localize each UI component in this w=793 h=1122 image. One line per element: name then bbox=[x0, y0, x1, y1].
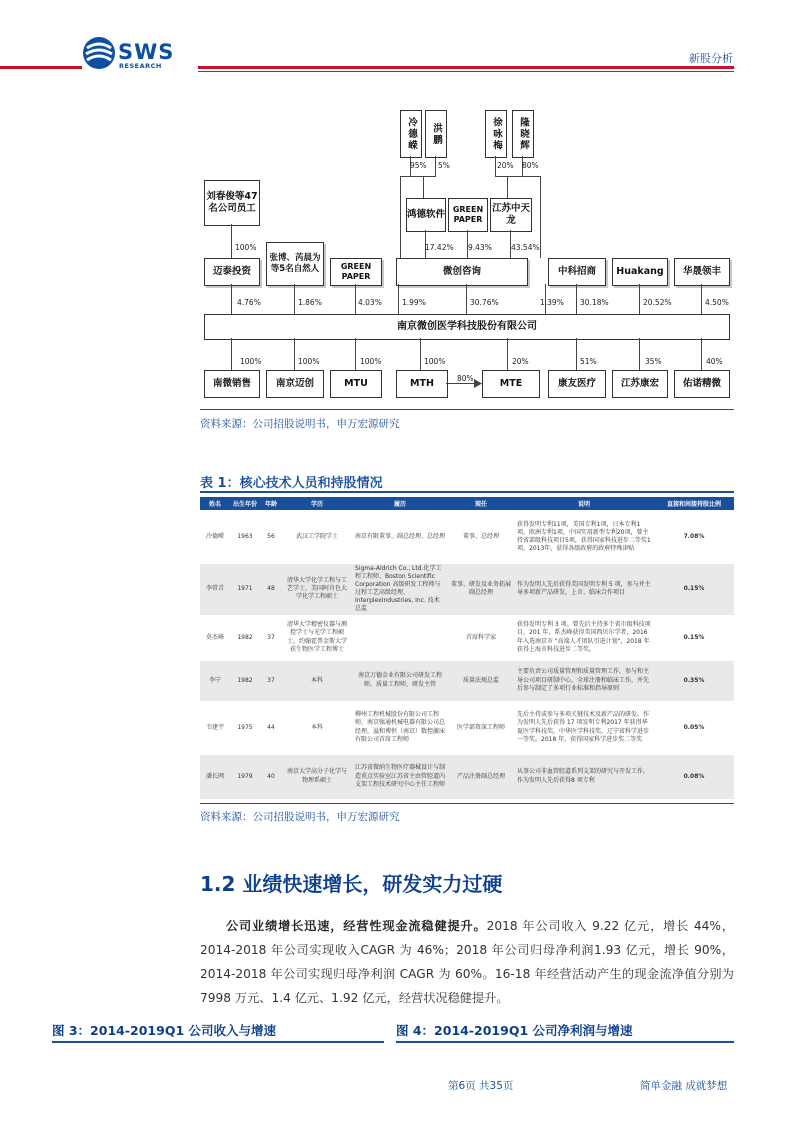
cell: 柳州工程机械股份有限公司工程师，南京强通机械电器有限公司总经理，溢和博恒（南京）数控激床有限公司首席工程师 bbox=[352, 701, 448, 755]
org-subsidiary: MTU bbox=[330, 370, 382, 398]
org-pct: 1.86% bbox=[298, 298, 322, 307]
org-subsidiary: MTH bbox=[396, 370, 448, 398]
cell: 1982 bbox=[230, 615, 260, 661]
org-subsidiary: 南京迈创 bbox=[266, 370, 324, 398]
cell: 质量法规总监 bbox=[448, 661, 514, 701]
header-thin-rule bbox=[198, 71, 734, 72]
figure-4-title: 图 4：2014-2019Q1 公司净利润与增速 bbox=[396, 1023, 633, 1038]
cell: 37 bbox=[260, 615, 282, 661]
cell: 0.15% bbox=[654, 564, 734, 615]
cell: 首席科学家 bbox=[448, 615, 514, 661]
org-pct: 100% bbox=[240, 357, 262, 366]
org-subsidiary: 江苏康宏 bbox=[612, 370, 668, 398]
cell: 清华大学精密仪器与测控学士与光学工程硕士，约翰霍普金斯大学获生物医学工程博士 bbox=[282, 615, 352, 661]
org-shareholder: 张博、芮晨为等5名自然人 bbox=[266, 242, 324, 286]
cell: 1982 bbox=[230, 661, 260, 701]
org-subsidiary: 南微销售 bbox=[204, 370, 260, 398]
cell: 本科 bbox=[282, 661, 352, 701]
org-pct: 43.54% bbox=[511, 243, 540, 252]
cell: 南京大学高分子化学与物理系硕士 bbox=[282, 755, 352, 799]
logo-text: SWS bbox=[118, 40, 175, 64]
cell: 7.08% bbox=[654, 510, 734, 564]
paragraph-body: 2018 年公司收入 9.22 亿元，增长 44%，2014-2018 年公司实现收入CAGR 为 46%；2018 年公司归母净利润1.93 亿元，增长 90%，2014-2018 年公司实现归母净利润 CAGR 为 60%。16-18 年经营活动产生的现金流净值分别为 7998 万元、1.4 亿元、1.92 亿元，经营状况稳健提升。 bbox=[200, 919, 734, 1005]
cell: 韦建宇 bbox=[200, 701, 230, 755]
cell: 1963 bbox=[230, 510, 260, 564]
org-shareholder: 华晟领丰 bbox=[674, 258, 730, 286]
org-pct: 35% bbox=[645, 357, 662, 366]
table-bottom-rule bbox=[200, 803, 734, 804]
org-pct: 80% bbox=[522, 161, 539, 170]
org-shareholder: Huakang bbox=[612, 258, 668, 286]
cell: 1975 bbox=[230, 701, 260, 755]
table-row bbox=[200, 510, 734, 564]
cell: 主要负责公司质量管理和质量管理工作，参与和主导公司项目研制中心，全球注册和临床工作，并先后参与制定了多项行业标准和指导原则 bbox=[514, 661, 654, 701]
col-header: 直接和间接持股比例 bbox=[654, 497, 734, 510]
org-pct: 40% bbox=[706, 357, 723, 366]
cell bbox=[352, 615, 448, 661]
col-header: 姓名 bbox=[200, 497, 230, 510]
table-row bbox=[200, 755, 734, 799]
table-row bbox=[200, 564, 734, 615]
cell: 56 bbox=[260, 510, 282, 564]
org-mid-entity: 鸿德软件 bbox=[406, 198, 446, 232]
cell: 先后主持或参与多项关键技术及新产品的研发。作为发明人先后获得 17 项发明专利2017 年获得华夏医学科技奖，中华医学科技奖，辽宁省科学进步一等奖，2018 年，获得国家科学进步奖二等奖 bbox=[514, 701, 654, 755]
cell: 冷德嵘 bbox=[200, 510, 230, 564]
org-pct: 1.39% bbox=[540, 298, 564, 307]
org-shareholder: 迈泰投资 bbox=[204, 258, 260, 286]
cell: 1979 bbox=[230, 755, 260, 799]
org-pct: 100% bbox=[235, 243, 257, 252]
cell: 获得发明专利11项，美国专利1项，日本专利1项，欧洲专利1项，中国实用新型专利20项，曾主持省部级科技项目5项，获得国家科技进步二等奖1项，2013年，获得各级政府的政府特殊津贴 bbox=[514, 510, 654, 564]
org-person: 徐咏梅 bbox=[485, 110, 507, 158]
cell: 莫杰峰 bbox=[200, 615, 230, 661]
cell: 0.05% bbox=[654, 701, 734, 755]
col-header: 履历 bbox=[352, 497, 448, 510]
cell: 南京有限董事、副总经理、总经理 bbox=[352, 510, 448, 564]
cell: 1971 bbox=[230, 564, 260, 615]
cell: 李宁 bbox=[200, 661, 230, 701]
table-row bbox=[200, 701, 734, 755]
cell: 李常青 bbox=[200, 564, 230, 615]
section-heading: 1.2 业绩快速增长，研发实力过硬 bbox=[200, 872, 503, 896]
header-rule-right bbox=[198, 66, 734, 69]
org-pct: 100% bbox=[298, 357, 320, 366]
source-note: 资料来源：公司招股说明书，申万宏源研究 bbox=[200, 811, 400, 823]
paragraph-lead: 公司业绩增长迅速，经营性现金流稳健提升。 bbox=[226, 919, 487, 933]
cell: 0.15% bbox=[654, 615, 734, 661]
figure-3-title: 图 3：2014-2019Q1 公司收入与增速 bbox=[52, 1023, 276, 1038]
org-pct: 9.43% bbox=[468, 243, 492, 252]
org-pct: 100% bbox=[424, 357, 446, 366]
org-chart bbox=[200, 108, 734, 408]
cell: 董事、研发及业务拓展副总经理 bbox=[448, 564, 514, 615]
core-staff-table bbox=[200, 497, 734, 799]
col-header: 现任 bbox=[448, 497, 514, 510]
sws-logo-icon bbox=[82, 36, 116, 70]
table-title-rule bbox=[200, 491, 734, 493]
org-shareholder: GREEN PAPER bbox=[330, 258, 382, 286]
cell: 医学部资深工程师 bbox=[448, 701, 514, 755]
cell: 江苏省微纳生物医疗器械设计与制造重点实验室江苏省主由管腔道内支架工程技术研究中心主任工程师 bbox=[352, 755, 448, 799]
logo-subtext: RESEARCH bbox=[119, 62, 162, 70]
cell: 44 bbox=[260, 701, 282, 755]
org-subsidiary: 佑诺精微 bbox=[674, 370, 730, 398]
org-pct: 95% bbox=[410, 161, 427, 170]
org-employee-group: 刘春俊等47名公司员工 bbox=[204, 180, 260, 226]
org-pct: 30.18% bbox=[580, 298, 609, 307]
header-rule-left bbox=[0, 66, 82, 69]
cell: 获得发明专利 3 项。曾先后主持多个省市级科技项目，201 年，系杰峰获得美国西贝尔学者，2016 年入选南京市 "高端人才团队引进计划"，2018 年获得上海市科技进步二等奖。 bbox=[514, 615, 654, 661]
col-header: 学历 bbox=[282, 497, 352, 510]
figure-3-rule bbox=[52, 1041, 384, 1043]
cell: 48 bbox=[260, 564, 282, 615]
org-pct: 4.50% bbox=[705, 298, 729, 307]
org-pct: 30.76% bbox=[470, 298, 499, 307]
table-row bbox=[200, 615, 734, 661]
org-pct: 51% bbox=[580, 357, 597, 366]
table-title: 表 1：核心技术人员和持股情况 bbox=[200, 476, 383, 491]
org-person: 隆晓辉 bbox=[512, 110, 534, 158]
org-pct: 80% bbox=[457, 374, 474, 383]
cell: 武汉工学院学士 bbox=[282, 510, 352, 564]
cell: Sigma-Aldrich Co., Ltd.化学工程工程师、Boston Scientific Corporation 高级研发工程师与过程工艺高级经理、InterplexIndustries, Inc. 技术总监 bbox=[352, 564, 448, 615]
col-header: 年龄 bbox=[260, 497, 282, 510]
table-row bbox=[200, 661, 734, 701]
cell: 37 bbox=[260, 661, 282, 701]
figure-bottom-rule bbox=[200, 409, 734, 410]
cell: 本科 bbox=[282, 701, 352, 755]
cell: 0.08% bbox=[654, 755, 734, 799]
org-shareholder: 微创咨询 bbox=[396, 258, 528, 286]
org-subsidiary: 康友医疗 bbox=[548, 370, 606, 398]
arrow-icon bbox=[474, 379, 482, 388]
org-pct: 4.03% bbox=[358, 298, 382, 307]
report-type: 新股分析 bbox=[689, 52, 733, 65]
cell: 作为发明人先后获得美国发明专利 5 项，参与并主导多项新产品研发，上市、临床合作项目 bbox=[514, 564, 654, 615]
body-paragraph bbox=[200, 914, 734, 1010]
org-pct: 5% bbox=[438, 161, 450, 170]
cell: 清华大学化学工程与工艺学士，美国阿肯色大学化学工程硕士 bbox=[282, 564, 352, 615]
org-mid-entity: GREEN PAPER bbox=[448, 198, 488, 232]
cell: 40 bbox=[260, 755, 282, 799]
org-person: 洪鹏 bbox=[425, 110, 447, 158]
source-note: 资料来源：公司招股说明书，申万宏源研究 bbox=[200, 418, 400, 430]
cell: 潘长网 bbox=[200, 755, 230, 799]
cell: 产品注册副总经理 bbox=[448, 755, 514, 799]
org-pct: 100% bbox=[360, 357, 382, 366]
org-pct: 17.42% bbox=[425, 243, 454, 252]
org-mid-entity: 江苏中天龙 bbox=[490, 198, 532, 232]
org-pct: 20% bbox=[512, 357, 529, 366]
cell: 董事、总经理 bbox=[448, 510, 514, 564]
page-number: 第6页 共35页 bbox=[448, 1080, 514, 1092]
org-pct: 20.52% bbox=[643, 298, 672, 307]
org-pct: 1.99% bbox=[402, 298, 426, 307]
org-person: 冷德嵘 bbox=[400, 110, 422, 158]
table-header-row bbox=[200, 497, 734, 510]
cell: 南京万德金业有限公司研发工程师，质量工程师，研发主管 bbox=[352, 661, 448, 701]
org-company: 南京微创医学科技股份有限公司 bbox=[204, 314, 730, 340]
figure-4-rule bbox=[396, 1041, 734, 1043]
col-header: 说明 bbox=[514, 497, 654, 510]
col-header: 出生年份 bbox=[230, 497, 260, 510]
org-pct: 20% bbox=[497, 161, 514, 170]
cell: 从事公司非血管腔道系列支架的研究与开发工作，作为发明人先后获得8 项专利 bbox=[514, 755, 654, 799]
org-pct: 4.76% bbox=[237, 298, 261, 307]
org-subsidiary: MTE bbox=[482, 370, 540, 398]
cell: 0.35% bbox=[654, 661, 734, 701]
footer-slogan: 简单金融 成就梦想 bbox=[640, 1080, 728, 1092]
org-shareholder: 中科招商 bbox=[548, 258, 606, 286]
